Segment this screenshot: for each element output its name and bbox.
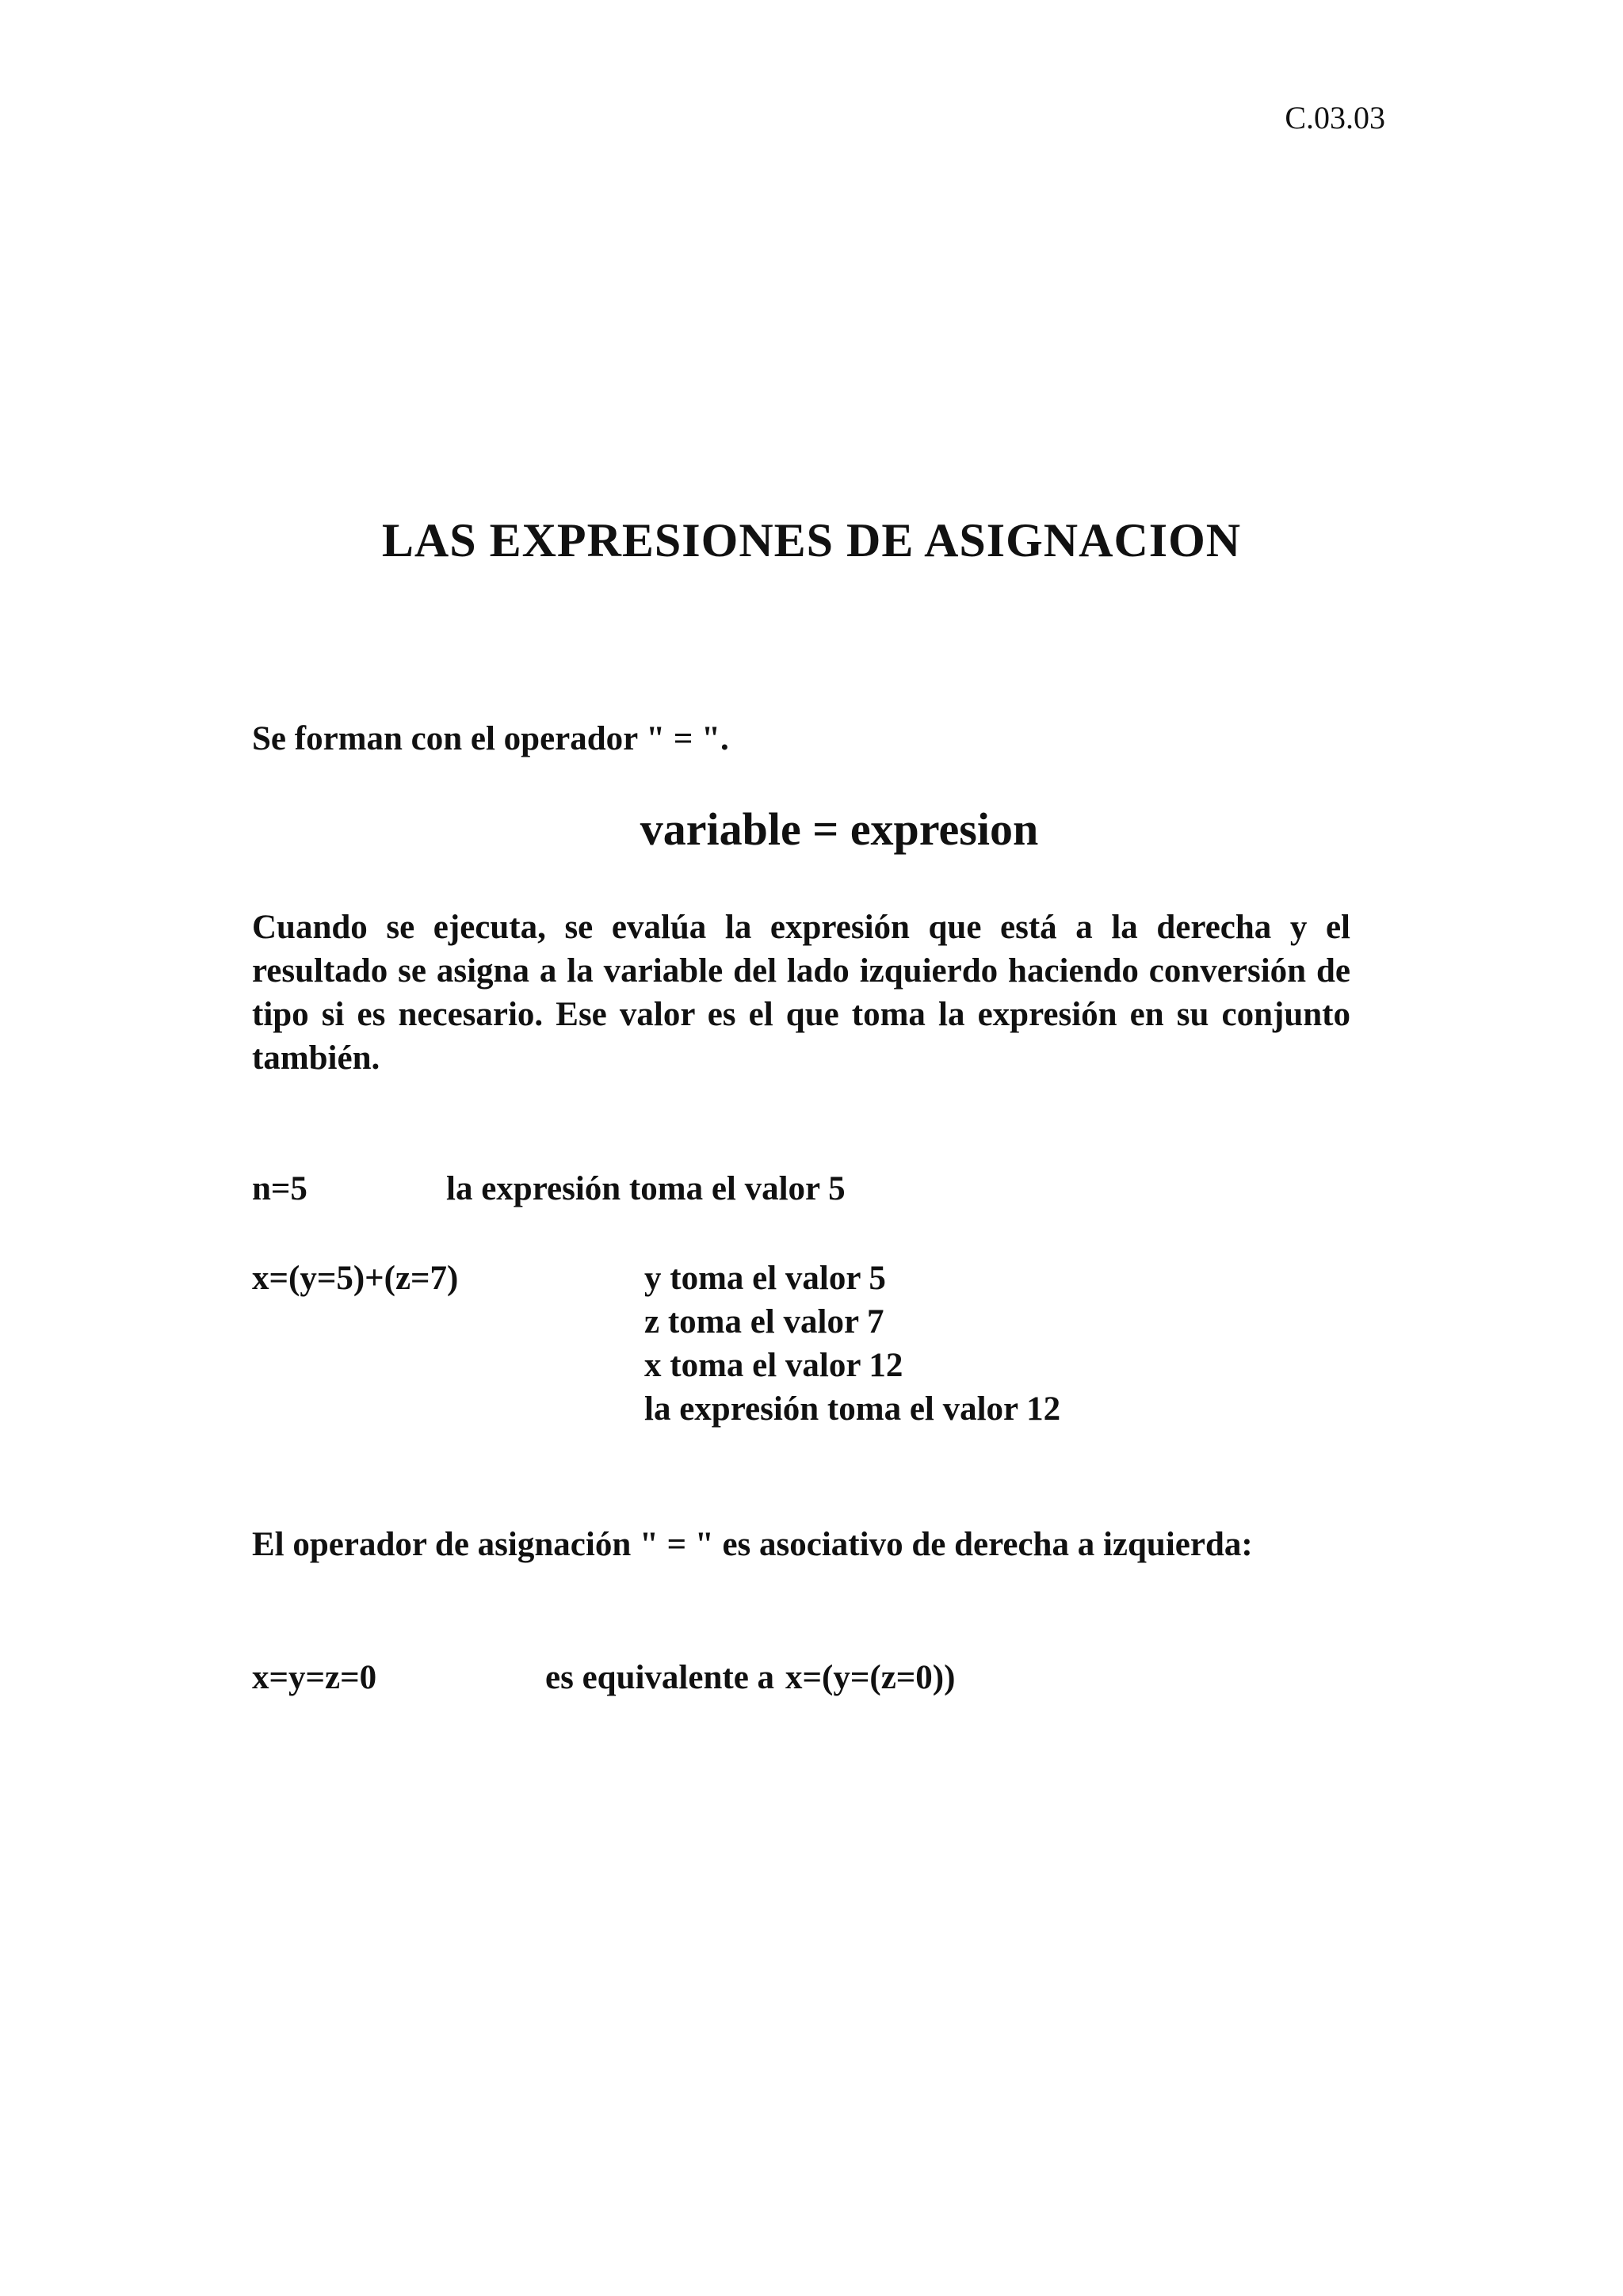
explanation-paragraph: Cuando se ejecuta, se evalúa la expresión que está a la derecha y el resultado se asigna a la variable del lado izquierdo haciendo conversión de tipo si es necesario. Ese valor es el que toma la expresión en su conjunto también. [252, 909, 1350, 1077]
equivalent-expression: x=(y=(z=0)) [785, 1659, 956, 1696]
result-line: y toma el valor 5 [644, 1260, 886, 1297]
example-results [644, 1257, 1060, 1431]
result-line: z toma el valor 7 [644, 1303, 884, 1341]
example-code: x=(y=5)+(z=7) [252, 1260, 459, 1297]
example-code: n=5 [252, 1170, 307, 1207]
assignment-formula: variable = expresion [640, 803, 1039, 855]
example-simple-assignment [252, 1167, 846, 1211]
example-description: la expresión toma el valor 5 [446, 1170, 846, 1207]
page-code: C.03.03 [1285, 100, 1385, 135]
equivalence-text: es equivalente a [545, 1659, 775, 1696]
page-title: LAS EXPRESIONES DE ASIGNACION [381, 514, 1242, 566]
associativity-paragraph: El operador de asignación " = " es asociativo de derecha a izquierda: [252, 1526, 1253, 1563]
example-equivalence [545, 1656, 955, 1699]
result-line: la expresión toma el valor 12 [644, 1390, 1061, 1428]
example-chained-assignment [252, 1656, 955, 1699]
intro-text: Se forman con el operador " = ". [252, 720, 729, 757]
example-code: x=y=z=0 [252, 1659, 377, 1696]
example-compound-assignment [252, 1257, 1060, 1431]
result-line: x toma el valor 12 [644, 1347, 903, 1384]
